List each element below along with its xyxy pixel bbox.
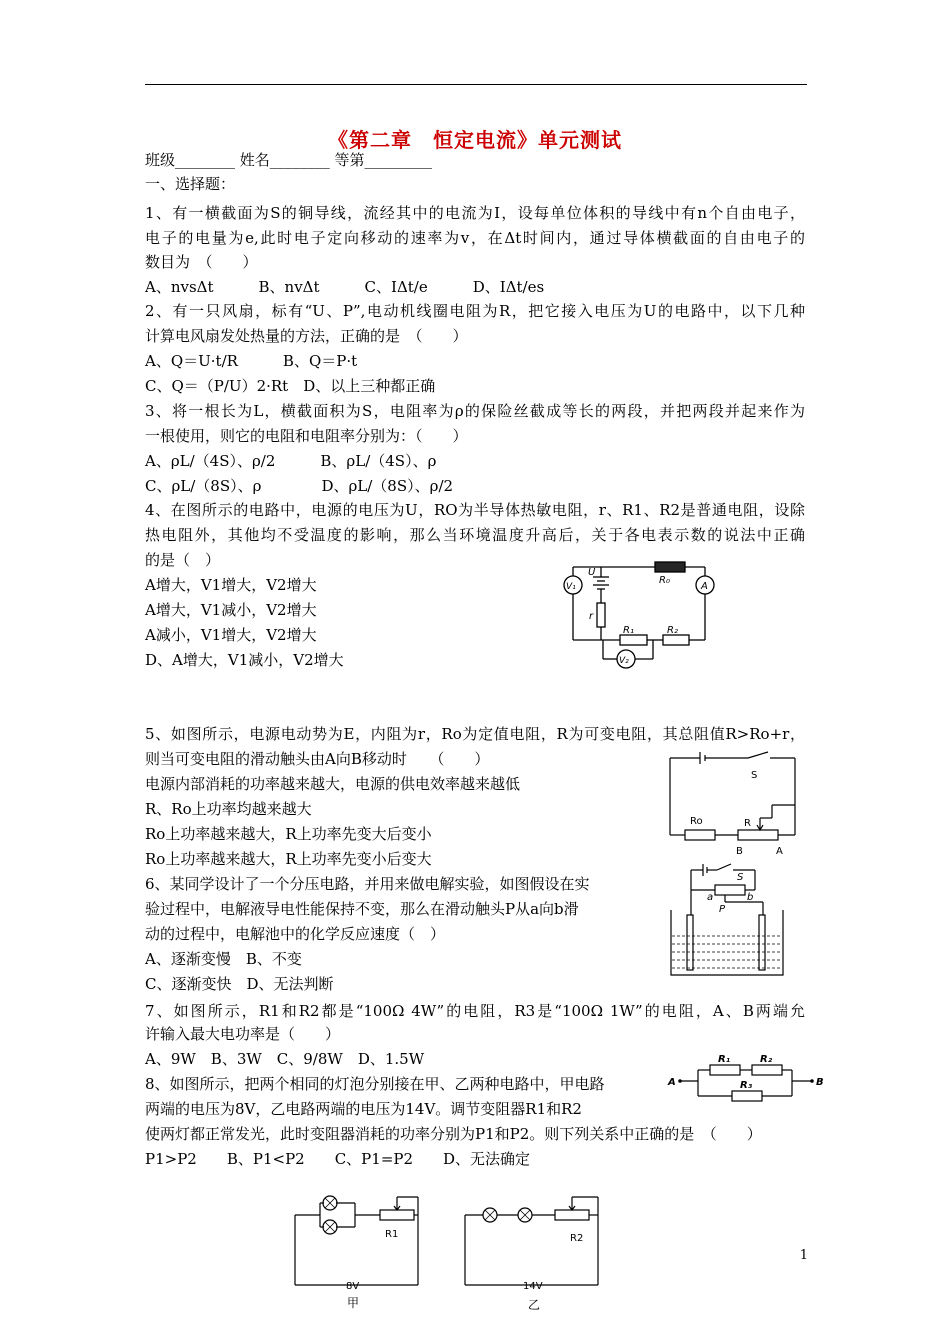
- q6-line3: 动的过程中，电解池中的化学反应速度（ ）: [145, 925, 446, 943]
- q4-option-b: A增大，V1减小，V2增大: [145, 601, 317, 619]
- fig5-label-ro: Ro: [690, 816, 703, 827]
- fig4-label-v1: V₁: [566, 582, 576, 592]
- q8-options: P1>P2 B、P1<P2 C、P1=P2 D、无法确定: [145, 1150, 531, 1168]
- q6-line1: 6、某同学设计了一个分压电路，并用来做电解实验，如图假设在实: [145, 875, 590, 893]
- q4-option-a: A增大，V1增大，V2增大: [145, 576, 317, 594]
- fig8-label-jia: 甲: [347, 1296, 360, 1310]
- q6-option-ab: A、逐渐变慢 B、不变: [145, 950, 302, 968]
- fig7-label-r2: R₂: [760, 1054, 773, 1065]
- q1-line2: 电子的电量为e,此时电子定向移动的速率为v，在Δt时间内，通过导体横截面的自由电子的: [145, 229, 805, 247]
- q3-option-cd: C、ρL/（8S）、ρ D、ρL/（8S）、ρ/2: [145, 477, 454, 495]
- fig4-label-a: A: [701, 581, 708, 592]
- header-rule: [145, 84, 807, 85]
- q5-option-d: Ro上功率越来越大，R上功率先变小后变大: [145, 850, 432, 868]
- q4-circuit-figure: [555, 555, 730, 670]
- q2-option-cd: C、Q＝（P/U）2·Rt D、以上三种都正确: [145, 377, 436, 395]
- q5-option-b: R、Ro上功率均越来越大: [145, 800, 312, 818]
- info-line: 班级________ 姓名________ 等第_________: [145, 151, 433, 169]
- fig6-label-s: S: [737, 872, 744, 883]
- q5-line2: 则当可变电阻的滑动触头由A向B移动时 （ ）: [145, 750, 490, 768]
- q7-circuit-figure: [660, 1048, 830, 1110]
- q4-line1: 4、在图所示的电路中，电源的电压为U，RO为半导体热敏电阻，r、R1、R2是普通电阻，设除: [145, 501, 805, 519]
- fig4-label-r: r: [589, 611, 594, 622]
- fig4-label-u: U: [588, 567, 596, 578]
- fig6-label-a: a: [707, 892, 714, 903]
- q4-line2: 热电阻外，其他均不受温度的影响，那么当环境温度升高后，关于各电表示数的说法中正确: [145, 526, 805, 544]
- q2-line1: 2、有一只风扇，标有“U、P”,电动机线圈电阻为R，把它接入电压为U的电路中，以下几种: [145, 302, 805, 320]
- fig4-label-r0: R₀: [659, 575, 670, 586]
- q8-line2: 两端的电压为8V，乙电路两端的电压为14V。调节变阻器R1和R2: [145, 1100, 582, 1118]
- q1-line1: 1、有一横截面为S的铜导线，流经其中的电流为I，设每单位体积的导线中有n个自由电子，: [145, 204, 805, 222]
- fig5-label-r: R: [744, 818, 751, 829]
- fig5-label-s: S: [751, 770, 758, 781]
- q3-line1: 3、将一根长为L，横截面积为S，电阻率为ρ的保险丝截成等长的两段，并把两段并起来作为: [145, 402, 805, 420]
- fig5-label-b: B: [736, 846, 743, 857]
- page-number: 1: [799, 1248, 808, 1263]
- q5-line1: 5、如图所示，电源电动势为E，内阻为r，Ro为定值电阻，R为可变电阻，其总阻值R>Ro+r，: [145, 725, 805, 743]
- q7-options: A、9W B、3W C、9/8W D、1.5W: [145, 1050, 425, 1068]
- q8-circuits-figure: [280, 1185, 620, 1315]
- q6-electrolysis-figure: [663, 860, 793, 980]
- q5-option-a: 电源内部消耗的功率越来越大，电源的供电效率越来越低: [145, 775, 521, 793]
- fig7-label-a: A: [668, 1077, 676, 1088]
- q1-line3: 数目为 （ ）: [145, 253, 258, 271]
- section-heading: 一、选择题：: [145, 175, 236, 193]
- fig7-label-r3: R₃: [740, 1080, 753, 1091]
- q4-option-d: D、A增大，V1减小，V2增大: [145, 651, 344, 669]
- fig6-label-b: b: [747, 892, 754, 903]
- q5-circuit-figure: [660, 750, 800, 860]
- q4-option-c: A减小，V1增大，V2增大: [145, 626, 317, 644]
- fig4-label-r2: R₂: [667, 625, 678, 636]
- fig8-label-14v: 14V: [523, 1281, 543, 1292]
- q7-line2: 许输入最大电功率是（ ）: [145, 1025, 341, 1043]
- q5-option-c: Ro上功率越来越大，R上功率先变大后变小: [145, 825, 432, 843]
- q6-option-cd: C、逐渐变快 D、无法判断: [145, 975, 334, 993]
- q7-line1: 7、如图所示，R1和R2都是“100Ω 4W”的电阻，R3是“100Ω 1W”的电阻，A、B两端允: [145, 1002, 805, 1020]
- q4-line3: 的是（ ）: [145, 551, 221, 569]
- q3-option-ab: A、ρL/（4S）、ρ/2 B、ρL/（4S）、ρ: [145, 452, 437, 470]
- fig7-label-r1: R₁: [718, 1054, 731, 1065]
- fig8-label-r2: R2: [570, 1233, 584, 1244]
- q1-options: A、nvsΔt B、nvΔt C、IΔt/e D、IΔt/es: [145, 278, 545, 296]
- q8-line3: 使两灯都正常发光，此时变阻器消耗的功率分别为P1和P2。则下列关系中正确的是 （ ）: [145, 1125, 762, 1143]
- page-title: 《第二章 恒定电流》单元测试: [328, 128, 622, 152]
- q2-option-ab: A、Q＝U·t/R B、Q＝P·t: [145, 352, 358, 370]
- q2-line2: 计算电风扇发处热量的方法，正确的是 （ ）: [145, 327, 468, 345]
- fig6-label-p: P: [719, 904, 726, 915]
- fig4-label-r1: R₁: [623, 625, 634, 636]
- fig8-label-yi: 乙: [528, 1298, 541, 1312]
- q8-line1: 8、如图所示，把两个相同的灯泡分别接在甲、乙两种电路中，甲电路: [145, 1075, 605, 1093]
- fig7-label-b: B: [816, 1077, 824, 1088]
- fig4-label-v2: V₂: [619, 656, 629, 666]
- fig8-label-8v: 8V: [346, 1281, 360, 1292]
- q3-line2: 一根使用，则它的电阻和电阻率分别为：（ ）: [145, 427, 468, 445]
- fig8-label-r1: R1: [385, 1229, 399, 1240]
- fig5-label-a: A: [776, 846, 783, 857]
- q6-line2: 验过程中，电解液导电性能保持不变，那么在滑动触头P从a向b滑: [145, 900, 579, 918]
